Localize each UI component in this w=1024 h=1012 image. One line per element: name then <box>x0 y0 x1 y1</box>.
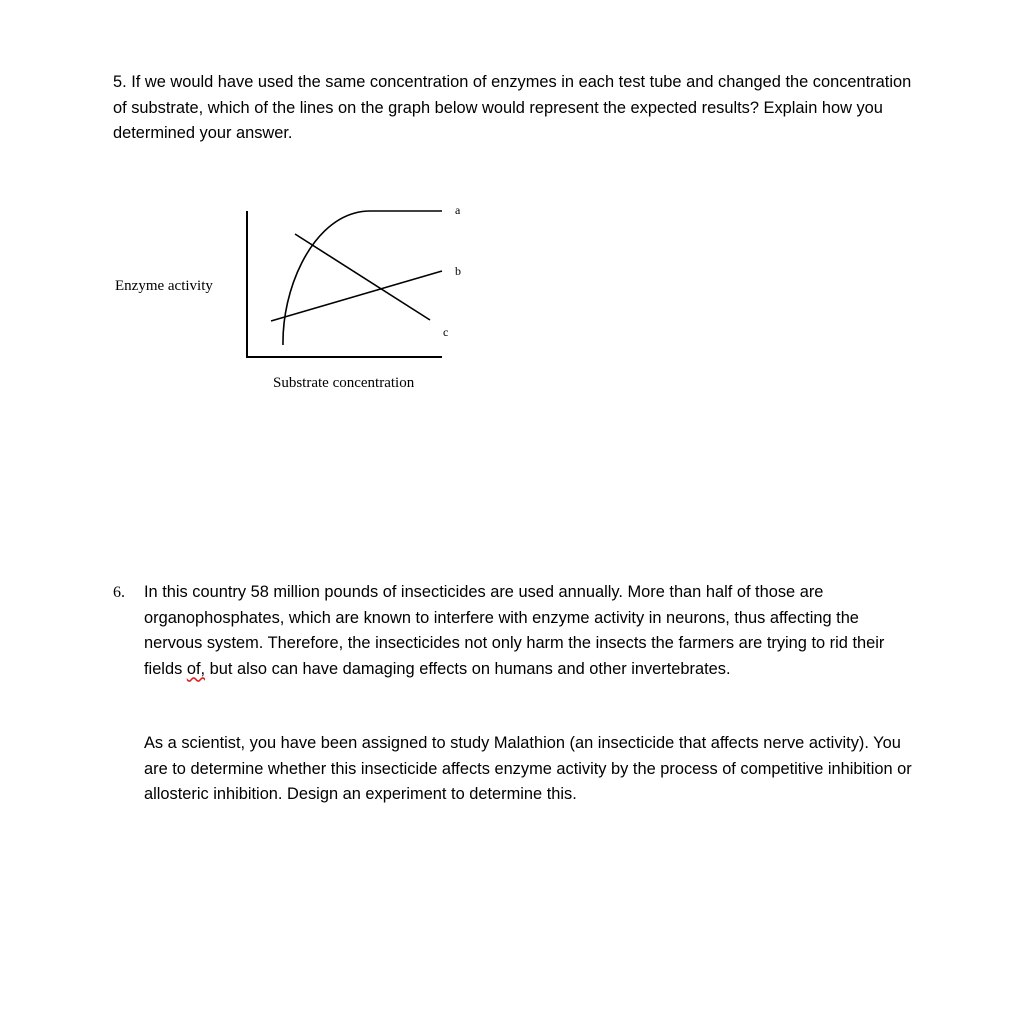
axes <box>247 211 442 357</box>
line-a-label: a <box>455 203 461 217</box>
question-5-text: 5. If we would have used the same concentration of enzymes in each test tube and changed the concentration of substrate, which of the lines on the graph below would represent the expected results? Explain how you determined your answer. <box>113 73 912 142</box>
question-6-paragraph-2: As a scientist, you have been assigned to study Malathion (an insecticide that affects nerve activity). You are to determine whether this insecticide affects enzyme activity by the process of competitive inhibition or allosteric inhibition. Design an experiment to determine this. <box>144 734 912 803</box>
line-b <box>271 271 442 321</box>
spellcheck-flagged-word[interactable]: of, <box>186 659 206 678</box>
line-c <box>295 234 430 320</box>
y-axis-label: Enzyme activity <box>115 278 213 294</box>
question-6-number: 6. <box>113 584 125 601</box>
line-c-label: c <box>443 325 449 339</box>
line-b-label: b <box>455 264 461 278</box>
question-6-text-part1: In this country 58 million pounds of insecticides are used annually. More than half of those are organophosphates, which are known to interfere with enzyme activity in neurons, thus affecting the nervous system. Therefore, the insecticides not only harm the insects the farmers are trying to rid their fields <box>144 583 885 678</box>
x-axis-label: Substrate concentration <box>273 375 415 391</box>
question-6-text-part2: but also can have damaging effects on humans and other invertebrates. <box>205 659 731 678</box>
question-6-text <box>144 580 914 682</box>
